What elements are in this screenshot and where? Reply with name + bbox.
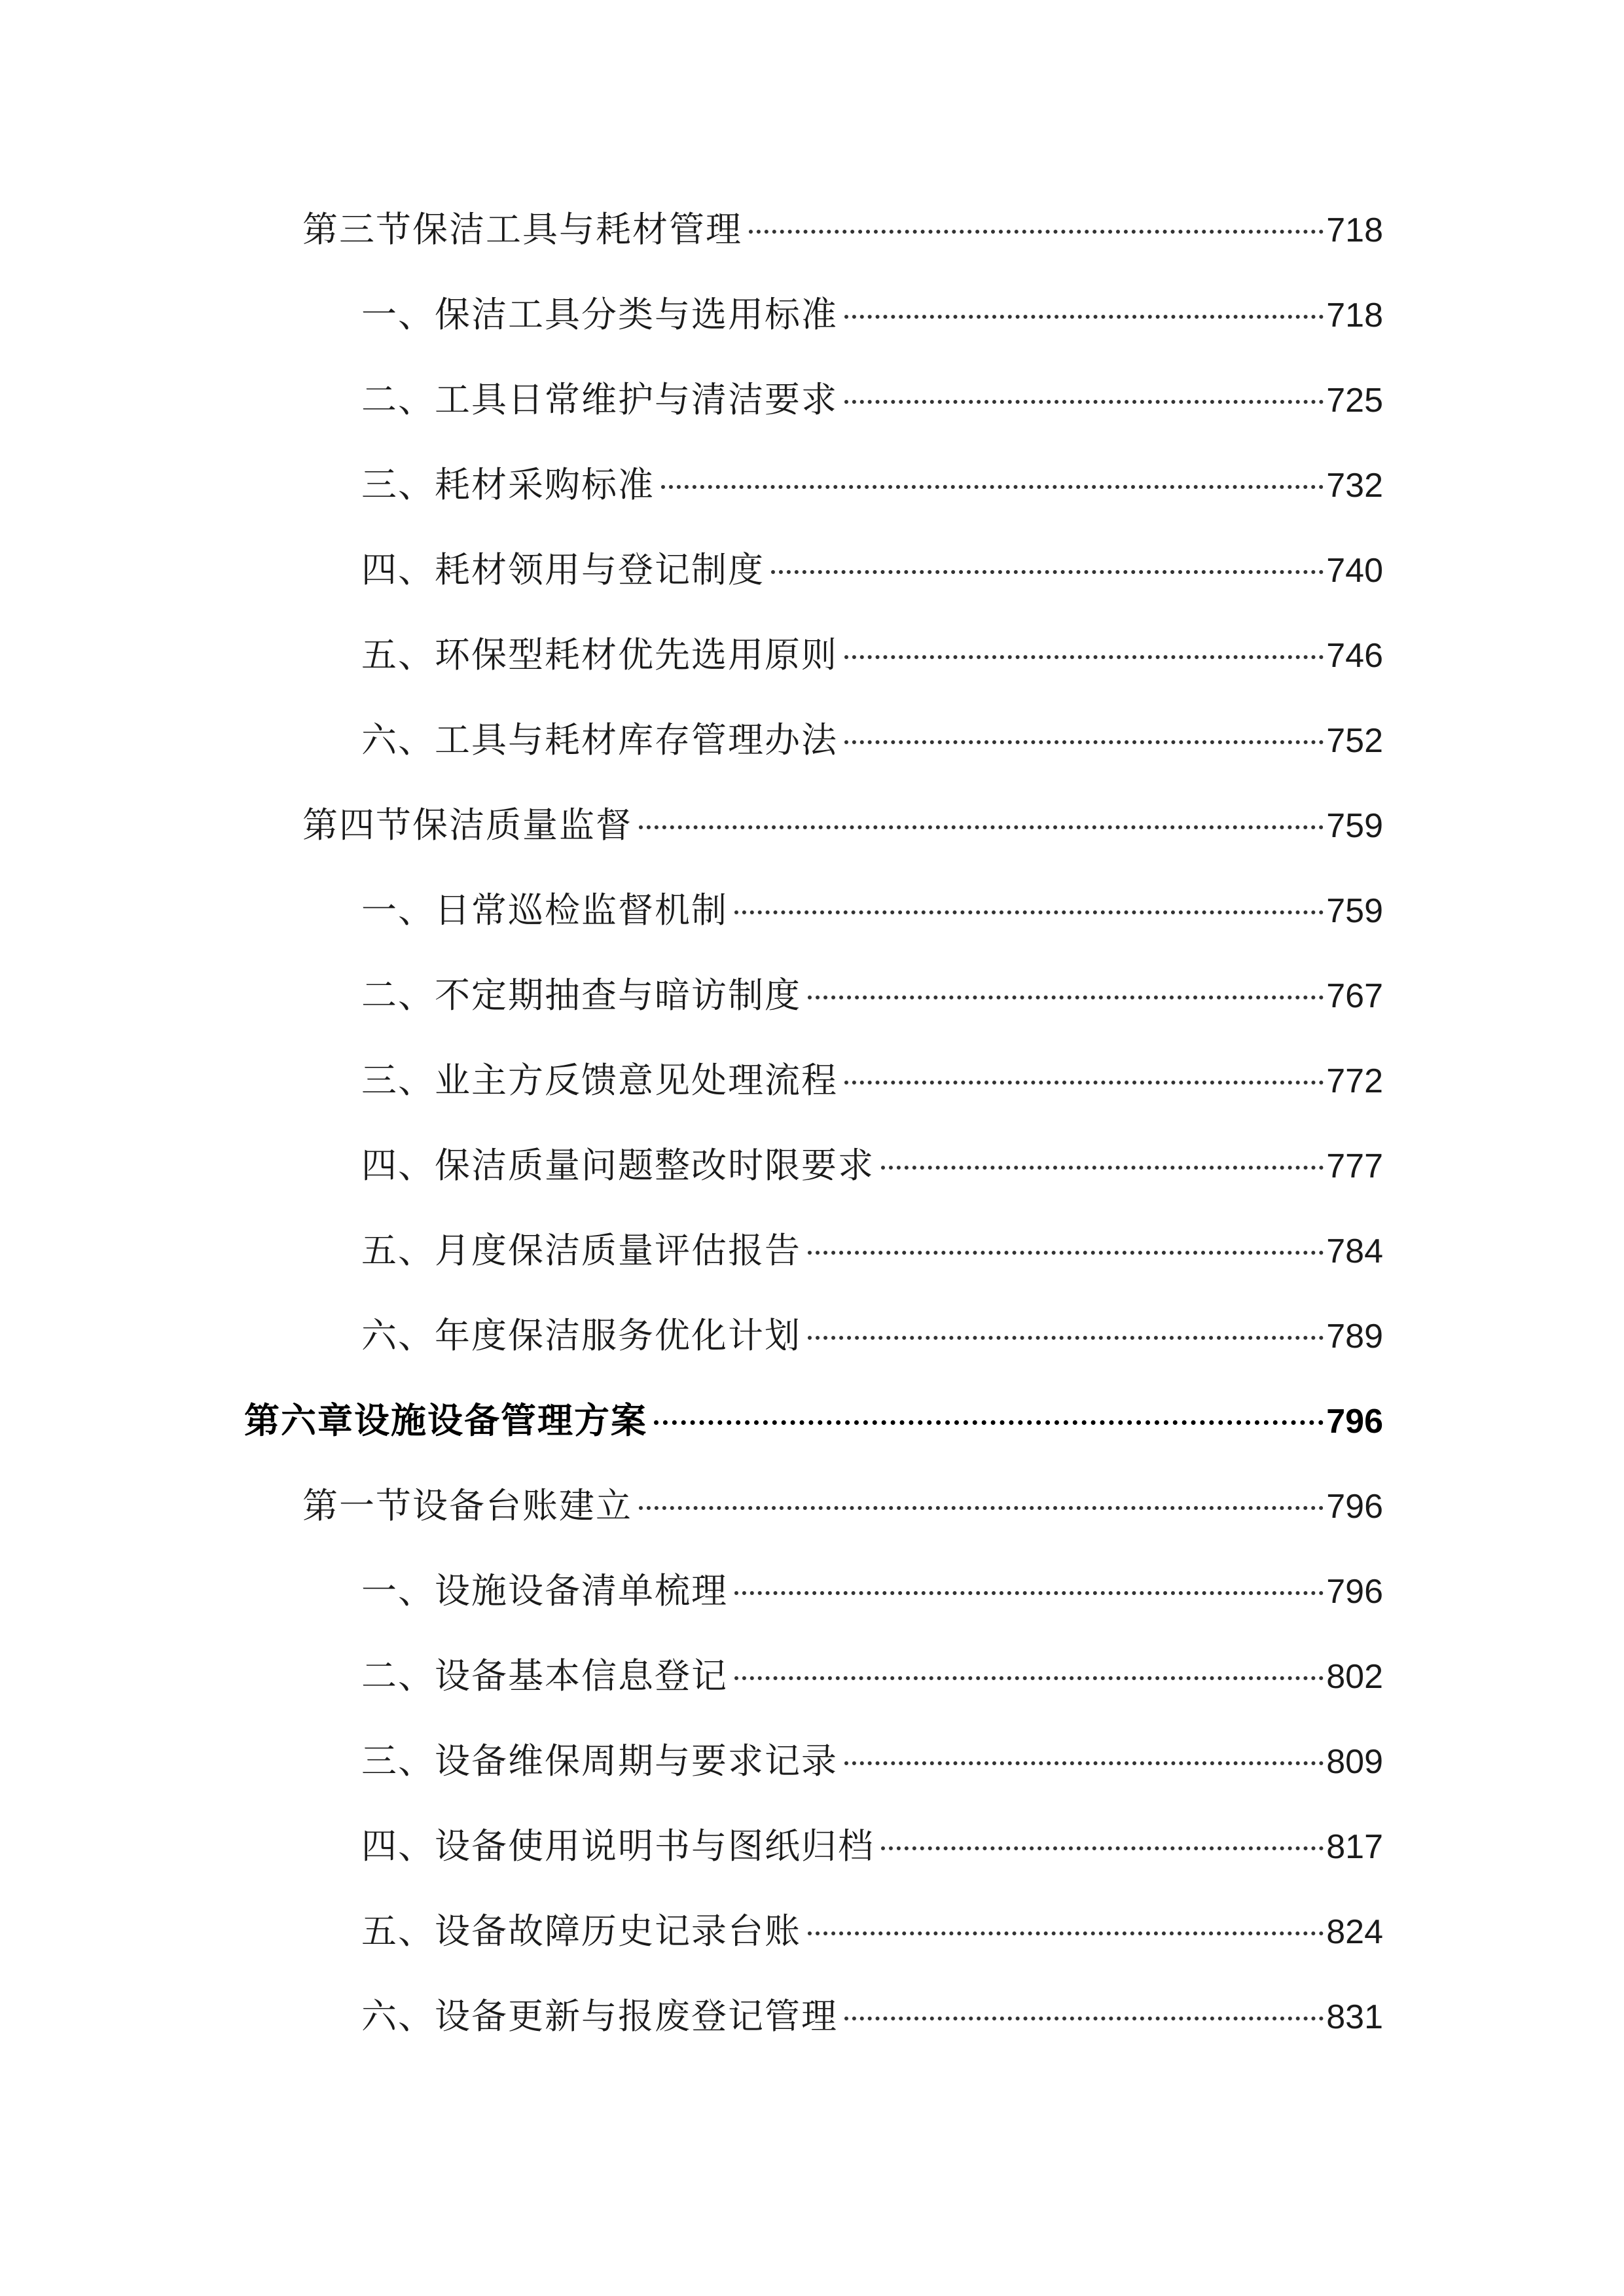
- dot-leader: [844, 1081, 1324, 1085]
- toc-entry[interactable]: [361, 544, 1383, 596]
- toc-entry[interactable]: [361, 1735, 1383, 1787]
- dot-leader: [639, 825, 1324, 829]
- toc-entry[interactable]: [361, 1905, 1383, 1958]
- toc-entry[interactable]: [302, 799, 1383, 852]
- toc-entry-page: 809: [1326, 1743, 1383, 1781]
- toc-entry-page: 725: [1326, 382, 1383, 420]
- toc-entry-label: 四、耗材领用与登记制度: [361, 549, 765, 590]
- dot-leader: [808, 996, 1324, 999]
- toc-entry-page: 817: [1326, 1828, 1383, 1866]
- dot-leader: [639, 1506, 1324, 1510]
- toc-entry-label: 二、工具日常维护与清洁要求: [361, 379, 838, 420]
- dot-leader: [734, 910, 1324, 914]
- toc-entry-label: 五、设备故障历史记录台账: [361, 1910, 801, 1952]
- toc-entry-label: 一、设施设备清单梳理: [361, 1570, 728, 1611]
- toc-entry[interactable]: [361, 1990, 1383, 2043]
- toc-entry-label: 第四节保洁质量监督: [302, 804, 632, 846]
- toc-entry[interactable]: [361, 629, 1383, 681]
- toc-entry-page: 740: [1326, 552, 1383, 590]
- dot-leader: [808, 1336, 1324, 1340]
- dot-leader: [654, 1420, 1324, 1425]
- toc-entry-page: 746: [1326, 637, 1383, 675]
- dot-leader: [771, 570, 1324, 574]
- toc-entry[interactable]: [361, 1054, 1383, 1107]
- toc-entry-label: 三、业主方反馈意见处理流程: [361, 1060, 838, 1101]
- toc-entry-page: 831: [1326, 1998, 1383, 2036]
- dot-leader: [844, 315, 1324, 319]
- toc-entry[interactable]: [302, 204, 1383, 256]
- toc-entry-page: 767: [1326, 977, 1383, 1015]
- toc-entry-page: 759: [1326, 807, 1383, 845]
- toc-entry[interactable]: [361, 1650, 1383, 1702]
- toc-entry-label: 一、保洁工具分类与选用标准: [361, 294, 838, 335]
- dot-leader: [734, 1591, 1324, 1595]
- toc-entry[interactable]: [302, 1480, 1383, 1532]
- dot-leader: [881, 1846, 1324, 1850]
- toc-entry[interactable]: [361, 1225, 1383, 1277]
- toc-entry-page: 777: [1326, 1147, 1383, 1185]
- toc-entry-chapter[interactable]: [244, 1395, 1383, 1447]
- toc-entry-label: 二、不定期抽查与暗访制度: [361, 975, 801, 1016]
- toc-entry-label: 二、设备基本信息登记: [361, 1655, 728, 1696]
- toc-entry-page: 802: [1326, 1658, 1383, 1696]
- toc-entry[interactable]: [361, 1310, 1383, 1362]
- dot-leader: [844, 400, 1324, 404]
- toc-entry[interactable]: [361, 289, 1383, 341]
- toc-entry[interactable]: [361, 459, 1383, 511]
- dot-leader: [844, 1761, 1324, 1765]
- dot-leader: [844, 2017, 1324, 2020]
- toc-entry-page: 824: [1326, 1913, 1383, 1951]
- toc-entry-page: 789: [1326, 1318, 1383, 1355]
- toc-entry[interactable]: [361, 969, 1383, 1022]
- toc-entry-label: 六、年度保洁服务优化计划: [361, 1315, 801, 1356]
- toc-entry[interactable]: [361, 884, 1383, 937]
- dot-leader: [734, 1676, 1324, 1680]
- toc-entry-page: 772: [1326, 1062, 1383, 1100]
- toc-entry-label: 一、日常巡检监督机制: [361, 889, 728, 931]
- toc-entry-page: 784: [1326, 1232, 1383, 1270]
- toc-entry-label: 第三节保洁工具与耗材管理: [302, 209, 742, 250]
- toc-entry[interactable]: [361, 714, 1383, 766]
- toc-entry[interactable]: [361, 1139, 1383, 1192]
- toc-entry-page: 796: [1326, 1488, 1383, 1526]
- dot-leader: [808, 1251, 1324, 1255]
- toc-entry-label: 六、设备更新与报废登记管理: [361, 1996, 838, 2037]
- dot-leader: [844, 740, 1324, 744]
- toc-entry-label: 六、工具与耗材库存管理办法: [361, 719, 838, 761]
- toc-entry-page: 796: [1326, 1573, 1383, 1611]
- toc-entry-label: 五、月度保洁质量评估报告: [361, 1230, 801, 1271]
- toc-entry[interactable]: [361, 1820, 1383, 1873]
- toc-entry-page: 718: [1326, 211, 1383, 249]
- dot-leader: [881, 1166, 1324, 1170]
- toc-entry-page: 718: [1326, 296, 1383, 334]
- toc-entry-label: 四、设备使用说明书与图纸归档: [361, 1825, 875, 1867]
- toc-entry-label: 第六章设施设备管理方案: [244, 1400, 647, 1441]
- toc-entry-label: 三、耗材采购标准: [361, 464, 655, 505]
- toc-entry-label: 四、保洁质量问题整改时限要求: [361, 1145, 875, 1186]
- dot-leader: [808, 1931, 1324, 1935]
- toc-entry-page: 752: [1326, 722, 1383, 760]
- toc-entry-label: 第一节设备台账建立: [302, 1485, 632, 1526]
- toc-entry[interactable]: [361, 1565, 1383, 1617]
- dot-leader: [844, 655, 1324, 659]
- dot-leader: [661, 485, 1324, 489]
- toc-entry-page: 759: [1326, 892, 1383, 930]
- dot-leader: [749, 230, 1324, 234]
- toc-entry-page: 796: [1326, 1403, 1383, 1441]
- toc-entry-page: 732: [1326, 467, 1383, 505]
- toc-entry-label: 五、环保型耗材优先选用原则: [361, 634, 838, 675]
- toc-entry-label: 三、设备维保周期与要求记录: [361, 1740, 838, 1782]
- toc-entry[interactable]: [361, 374, 1383, 426]
